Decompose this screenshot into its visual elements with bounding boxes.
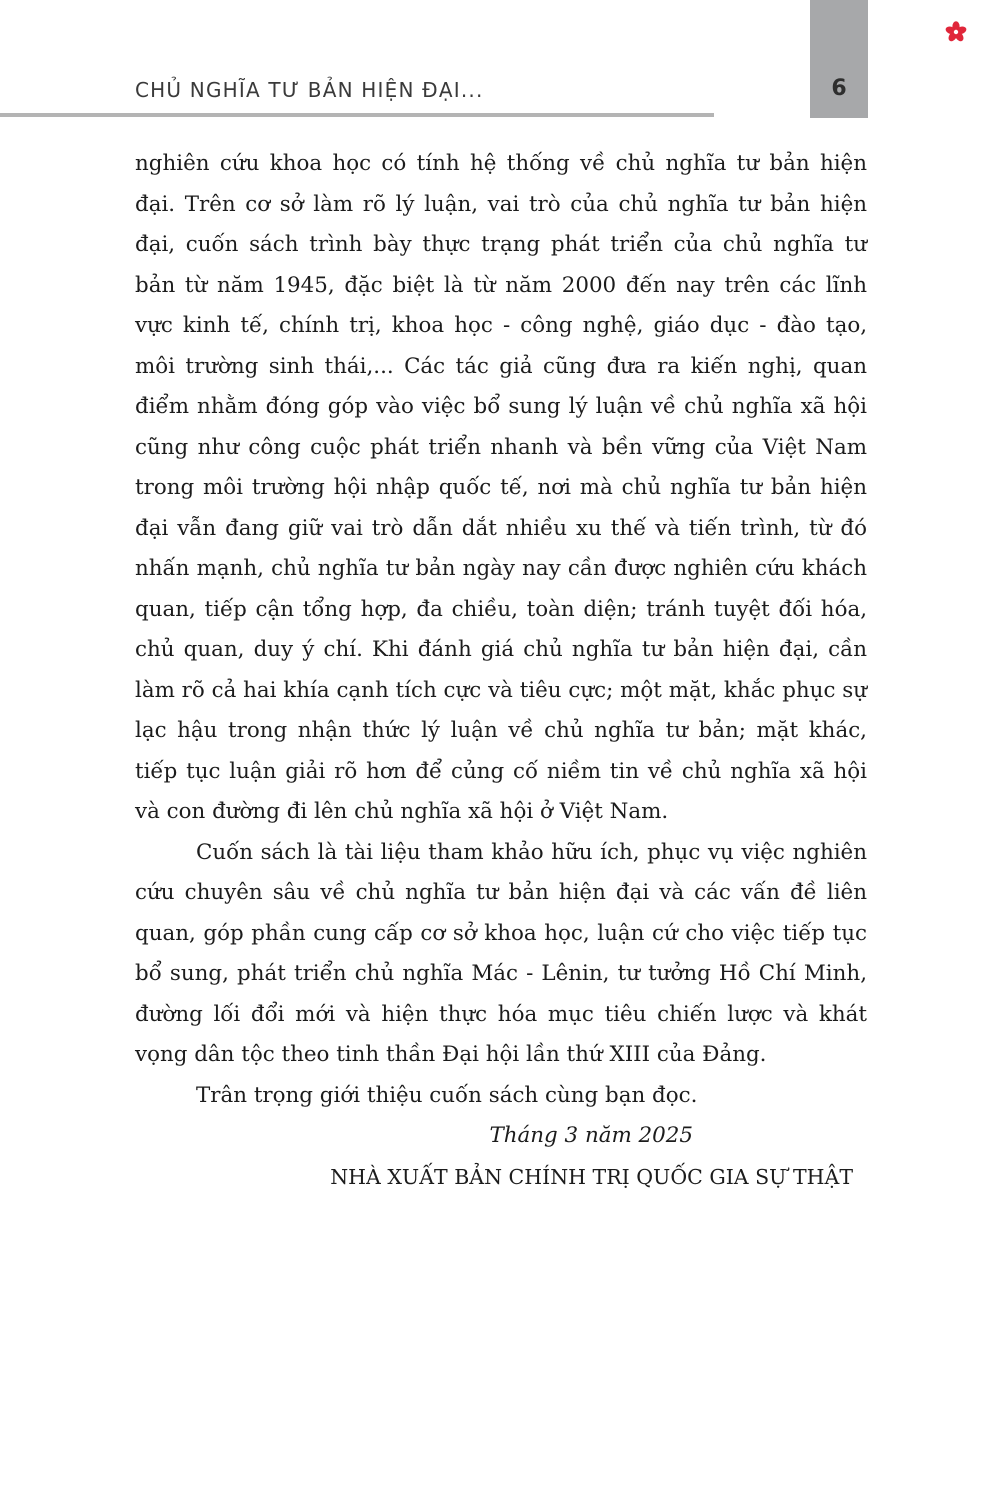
- page-number: 6: [831, 76, 847, 101]
- body-text: [135, 144, 867, 1116]
- header-rule: [0, 113, 714, 117]
- paragraph-book-usefulness: Cuốn sách là tài liệu tham khảo hữu ích, phục vụ việc nghiên cứu chuyên sâu về chủ nghĩa tư bản hiện đại và các vấn đề liên quan, góp phần cung cấp cơ sở khoa học, luận cứ cho việc tiếp tục bổ sung, phát triển chủ nghĩa Mác - Lênin, tư tưởng Hồ Chí Minh, đường lối đổi mới và hiện thực hóa mục tiêu chiến lược và khát vọng dân tộc theo tinh thần Đại hội lần thứ XIII của Đảng.: [135, 839, 867, 1067]
- running-title: CHỦ NGHĨA TƯ BẢN HIỆN ĐẠI...: [135, 78, 484, 102]
- paragraph-continuation: nghiên cứu khoa học có tính hệ thống về chủ nghĩa tư bản hiện đại. Trên cơ sở làm rõ lý luận, vai trò của chủ nghĩa tư bản hiện đại, cuốn sách trình bày thực trạng phát triển của chủ nghĩa tư bản từ năm 1945, đặc biệt là từ năm 2000 đến nay trên các lĩnh vực kinh tế, chính trị, khoa học - công nghệ, giáo dục - đào tạo, môi trường sinh thái,... Các tác giả cũng đưa ra kiến nghị, quan điểm nhằm đóng góp vào việc bổ sung lý luận về chủ nghĩa xã hội cũng như công cuộc phát triển nhanh và bền vững của Việt Nam trong môi trường hội nhập quốc tế, nơi mà chủ nghĩa tư bản hiện đại vẫn đang giữ vai trò dẫn dắt nhiều xu thế và tiến trình, từ đó nhấn mạnh, chủ nghĩa tư bản ngày nay cần được nghiên cứu khách quan, tiếp cận tổng hợp, đa chiều, toàn diện; tránh tuyệt đối hóa, chủ quan, duy ý chí. Khi đánh giá chủ nghĩa tư bản hiện đại, cần làm rõ cả hai khía cạnh tích cực và tiêu cực; một mặt, khắc phục sự lạc hậu trong nhận thức lý luận về chủ nghĩa tư bản; mặt khác, tiếp tục luận giải rõ hơn để củng cố niềm tin về chủ nghĩa xã hội và con đường đi lên chủ nghĩa xã hội ở Việt Nam.: [135, 151, 867, 824]
- paragraph-introduction: Trân trọng giới thiệu cuốn sách cùng bạn đọc.: [196, 1082, 698, 1108]
- publisher-flower-logo-icon: [944, 20, 968, 44]
- page-header: [0, 0, 1000, 120]
- publisher-signature: NHÀ XUẤT BẢN CHÍNH TRỊ QUỐC GIA SỰ THẬT: [330, 1165, 853, 1189]
- closing-date: Tháng 3 năm 2025: [489, 1123, 693, 1148]
- page-number-tab: [810, 0, 868, 118]
